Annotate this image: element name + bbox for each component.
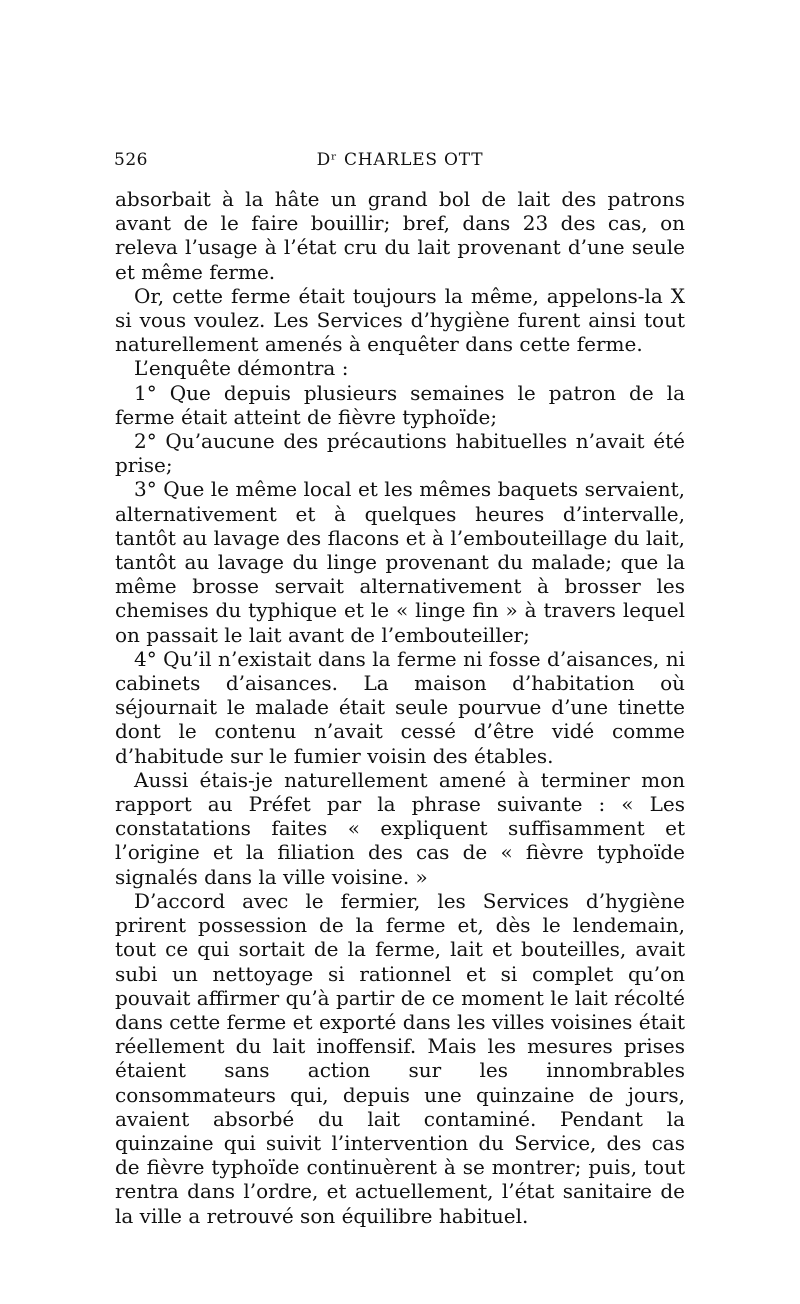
- paragraph: L’enquête démontra :: [134, 356, 349, 381]
- list-item-4: 4° Qu’il n’existait dans la ferme ni fosse d’aisances, ni cabinets d’aisances. La maison d’habitation où séjournait le malade était seule pourvue d’une tinette dont le contenu n’avait cessé d’être vidé comme d’habitude sur le fumier voisin des étables.: [115, 646, 685, 768]
- list-item-3: 3° Que le même local et les mêmes baquets servaient, alternativement et à quelques heures d’intervalle, tantôt au lavage des flacons et à l’embouteillage du lait, tantôt au lavage du linge provenant du malade; que la même brosse servait alternativement à brosser les chemises du typhique et le « linge fin » à travers lequel on passait le lait avant de l’embouteiller;: [115, 477, 685, 647]
- page-number: 526: [114, 150, 148, 170]
- list-item-1: 1° Que depuis plusieurs semaines le patron de la ferme était atteint de fièvre typhoïde;: [115, 380, 685, 429]
- paragraph: D’accord avec le fermier, les Services d’hygiène prirent possession de la ferme et, dès le lendemain, tout ce qui sortait de la ferme, lait et bouteilles, avait subi un nettoyage si rationnel et si complet qu’on pouvait affirmer qu’à partir de ce moment le lait récolté dans cette ferme et exporté dans les villes voisines était réellement du lait inoffensif. Mais les mesures prises étaient sans action sur les innombrables consommateurs qui, depuis une quinzaine de jours, avaient absorbé du lait contaminé. Pendant la quinzaine qui suivit l’intervention du Service, des cas de fièvre typhoïde continuèrent à se montrer; puis, tout rentra dans l’ordre, et actuellement, l’état sanitaire de la ville a retrouvé son équilibre habituel.: [115, 888, 685, 1228]
- list-item-2: 2° Qu’aucune des précautions habituelles n’avait été prise;: [115, 429, 685, 478]
- paragraph-continuation: absorbait à la hâte un grand bol de lait des patrons avant de le faire bouillir; bref, dans 23 des cas, on releva l’usage à l’état cru du lait provenant d’une seule et même ferme.: [115, 187, 685, 284]
- body-text: [115, 187, 685, 1228]
- paragraph: Or, cette ferme était toujours la même, appelons-la X si vous voulez. Les Services d’hygiène furent ainsi tout naturellement amenés à enquêter dans cette ferme.: [115, 283, 685, 357]
- running-head: [114, 150, 686, 174]
- paragraph: Aussi étais-je naturellement amené à terminer mon rapport au Préfet par la phrase suivante : « Les constatations faites « expliquent suffisamment et l’origine et la filiation des cas de « fièvre typhoïde signalés dans la ville voisine. »: [115, 767, 685, 889]
- header-title: Dʳ CHARLES OTT: [316, 150, 484, 170]
